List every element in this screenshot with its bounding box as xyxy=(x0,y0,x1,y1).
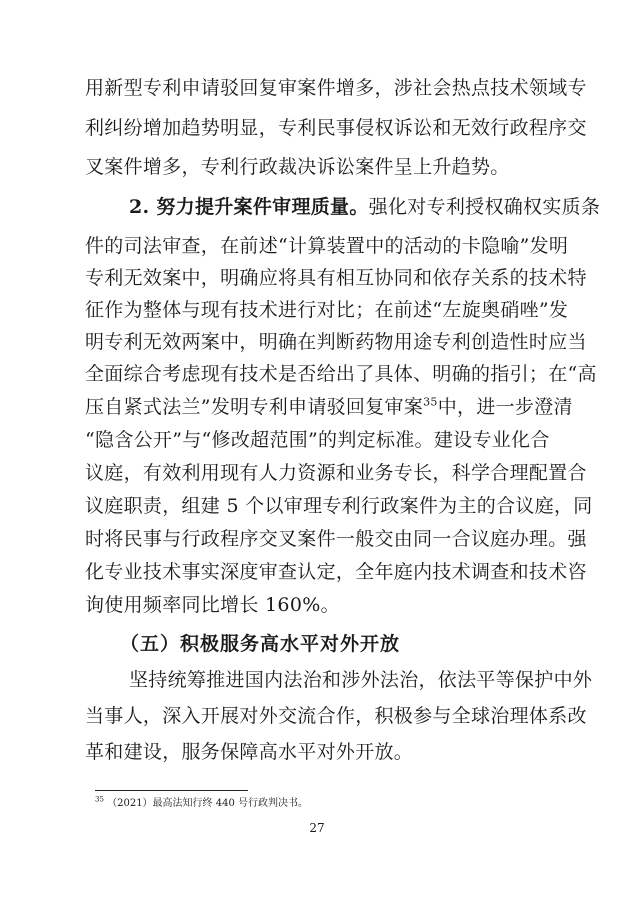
paragraph-1-line-1: 用新型专利申请驳回复审案件增多，涉社会热点技术领域专 xyxy=(85,77,587,99)
paragraph-3-line-3: 革和建设，服务保障高水平对外开放。 xyxy=(85,741,414,763)
paragraph-2-line-7 xyxy=(85,395,573,419)
footnote-divider xyxy=(95,790,248,791)
paragraph-2-line-9: 议庭，有效利用现有人力资源和业务专长，科学合理配置合 xyxy=(85,462,587,484)
paragraph-2-line-3: 专利无效案中，明确应将具有相互协同和依存关系的技术特 xyxy=(85,267,587,289)
paragraph-2-line-2: 件的司法审查，在前述“计算装置中的活动的卡隐喻”发明 xyxy=(85,235,569,257)
paragraph-2-line-12: 化专业技术事实深度审查认定，全年庭内技术调查和技术咨 xyxy=(85,561,587,583)
paragraph-1-line-3: 叉案件增多，专利行政裁决诉讼案件呈上升趋势。 xyxy=(85,156,510,178)
footnote-marker: 35 xyxy=(95,795,104,804)
paragraph-2-line-8: “隐含公开”与“修改超范围”的判定标准。建设专业化合 xyxy=(85,429,550,451)
footnote xyxy=(95,797,308,811)
page-number: 27 xyxy=(309,821,325,835)
paragraph-2-line-5: 明专利无效两案中，明确在判断药物用途专利创造性时应当 xyxy=(85,331,587,353)
paragraph-1-line-2: 利纠纷增加趋势明显，专利民事侵权诉讼和无效行政程序交 xyxy=(85,117,587,139)
paragraph-2-lead-heading: 2. 努力提升案件审理质量。 xyxy=(129,196,369,218)
paragraph-2-line-7-text-after: 中，进一步澄清 xyxy=(437,396,573,418)
paragraph-2-line-4: 征作为整体与现有技术进行对比；在前述“左旋奥硝唑”发 xyxy=(85,299,569,321)
paragraph-2-line-7-text-before: 压自紧式法兰”发明专利申请驳回复审案 xyxy=(85,396,424,418)
paragraph-3-line-2: 当事人，深入开展对外交流合作，积极参与全球治理体系改 xyxy=(85,705,587,727)
paragraph-3-line-1: 坚持统筹推进国内法治和涉外法治，依法平等保护中外 xyxy=(129,669,593,691)
section-heading: （五）积极服务高水平对外开放 xyxy=(120,633,401,655)
paragraph-2-line-1-text: 强化对专利授权确权实质条 xyxy=(368,196,601,218)
paragraph-2-line-11: 时将民事与行政程序交叉案件一般交由同一合议庭办理。强 xyxy=(85,528,587,550)
paragraph-2-line-1 xyxy=(129,195,600,219)
footnote-reference-35[interactable]: 35 xyxy=(423,395,438,409)
paragraph-2-line-13: 询使用频率同比增长 160%。 xyxy=(85,594,340,616)
footnote-text: （2021）最高法知行终 440 号行政判决书。 xyxy=(107,798,309,809)
paragraph-2-line-10: 议庭职责，组建 5 个以审理专利行政案件为主的合议庭，同 xyxy=(85,495,593,517)
paragraph-2-line-6: 全面综合考虑现有技术是否给出了具体、明确的指引；在“高 xyxy=(85,363,597,385)
